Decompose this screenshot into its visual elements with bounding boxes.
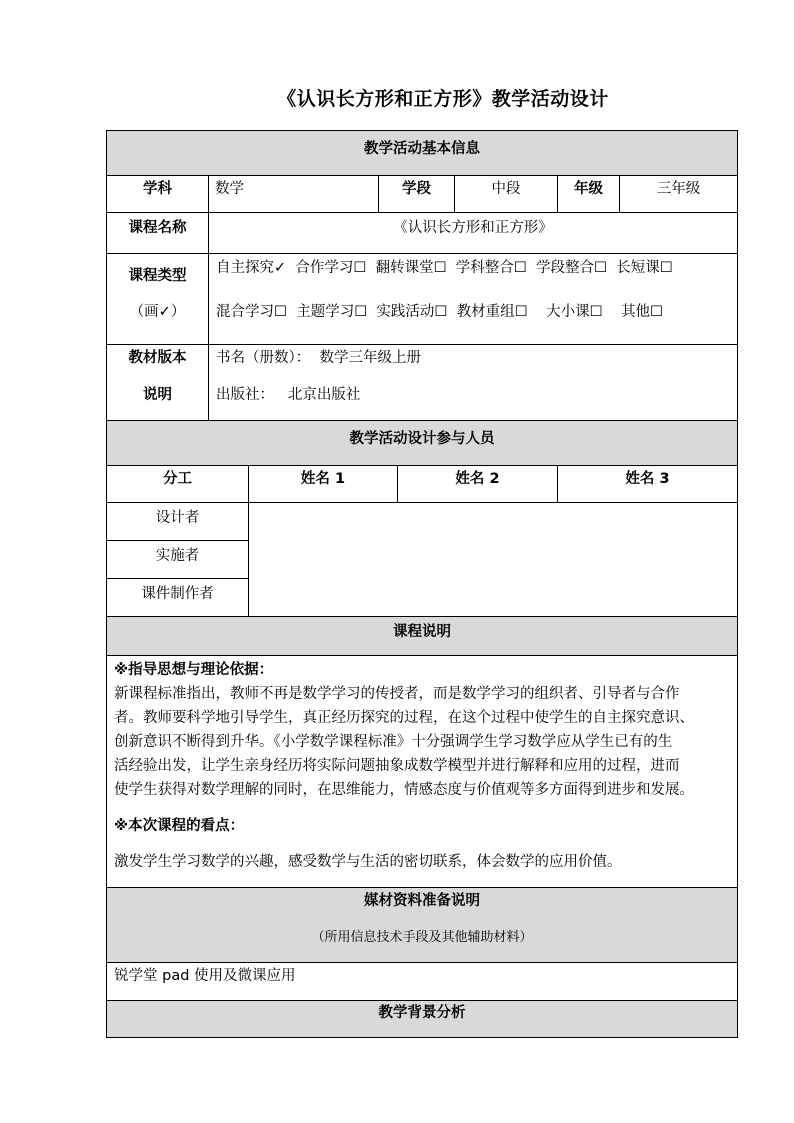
guide-line-5: 使学生获得对数学理解的同时，在思维能力，情感态度与价值观等多方面得到进步和发展。 [114, 782, 694, 798]
course-name-value: 《认识长方形和正方形》 [208, 212, 738, 254]
grade-label: 年级 [557, 175, 620, 213]
course-type-line-2: 混合学习☐ 主题学习☐ 实践活动☐ 教材重组☐ 大小课☐ 其他☐ [216, 304, 664, 320]
grade-value: 三年级 [619, 175, 738, 213]
media-content: 锐学堂 pad 使用及微课应用 [106, 962, 738, 1001]
role-designer: 设计者 [106, 502, 249, 541]
background-header: 教学背景分析 [106, 1000, 738, 1038]
guide-line-3: 创新意识不断得到升华。《小学数学课程标准》十分强调学生学习数学应从学生已有的生 [114, 734, 673, 750]
subject-value: 数学 [208, 175, 379, 213]
col-name3-header: 姓名 3 [557, 465, 738, 503]
course-type-hint: （画✓） [129, 304, 186, 320]
role-courseware-maker: 课件制作者 [106, 578, 249, 617]
textbook-publisher-line: 出版社： 北京出版社 [216, 387, 361, 403]
stage-value: 中段 [454, 175, 558, 213]
course-desc-header: 课程说明 [106, 616, 738, 656]
textbook-info [208, 344, 738, 421]
textbook-book-line: 书名（册数）： 数学三年级上册 [216, 350, 421, 366]
document-title: 《认识长方形和正方形》教学活动设计 [277, 88, 609, 110]
participant-names-area [248, 502, 738, 617]
highlight-text: 激发学生学习数学的兴趣，感受数学与生活的密切联系，体会数学的应用价值。 [114, 854, 622, 870]
role-implementer: 实施者 [106, 540, 249, 579]
textbook-label-line-1: 教材版本 [128, 350, 187, 366]
guide-line-2: 者。教师要科学地引导学生，真正经历探究的过程，在这个过程中使学生的自主探究意识、 [114, 710, 694, 726]
highlight-title: ※本次课程的看点： [114, 818, 245, 834]
col-name2-header: 姓名 2 [397, 465, 558, 503]
course-type-line-1: 自主探究✓ 合作学习☐ 翻转课堂☐ 学科整合☐ 学段整合☐ 长短课☐ [216, 260, 673, 276]
textbook-label-line-2: 说明 [143, 387, 172, 403]
stage-label: 学段 [378, 175, 455, 213]
course-type-options [208, 253, 738, 345]
course-type-label: 课程类型 [128, 268, 187, 284]
media-header-cell [106, 887, 738, 963]
media-subheader: （所用信息技术手段及其他辅助材料） [311, 930, 533, 945]
media-header: 媒材资料准备说明 [364, 893, 480, 909]
basic-info-header: 教学活动基本信息 [106, 130, 738, 176]
guide-line-1: 新课程标准指出，教师不再是数学学习的传授者，而是数学学习的组织者、引导者与合作 [114, 686, 680, 702]
textbook-label-cell [106, 344, 209, 421]
course-type-label-cell [106, 253, 209, 345]
participants-header: 教学活动设计参与人员 [106, 420, 738, 466]
course-desc-content [106, 655, 738, 888]
guide-line-4: 活经验出发，让学生亲身经历将实际问题抽象成数学模型并进行解释和应用的过程，进而 [114, 758, 680, 774]
col-role-header: 分工 [106, 465, 249, 503]
guide-title: ※指导思想与理论依据： [114, 662, 274, 678]
course-name-label: 课程名称 [106, 212, 209, 254]
subject-label: 学科 [106, 175, 209, 213]
col-name1-header: 姓名 1 [248, 465, 398, 503]
